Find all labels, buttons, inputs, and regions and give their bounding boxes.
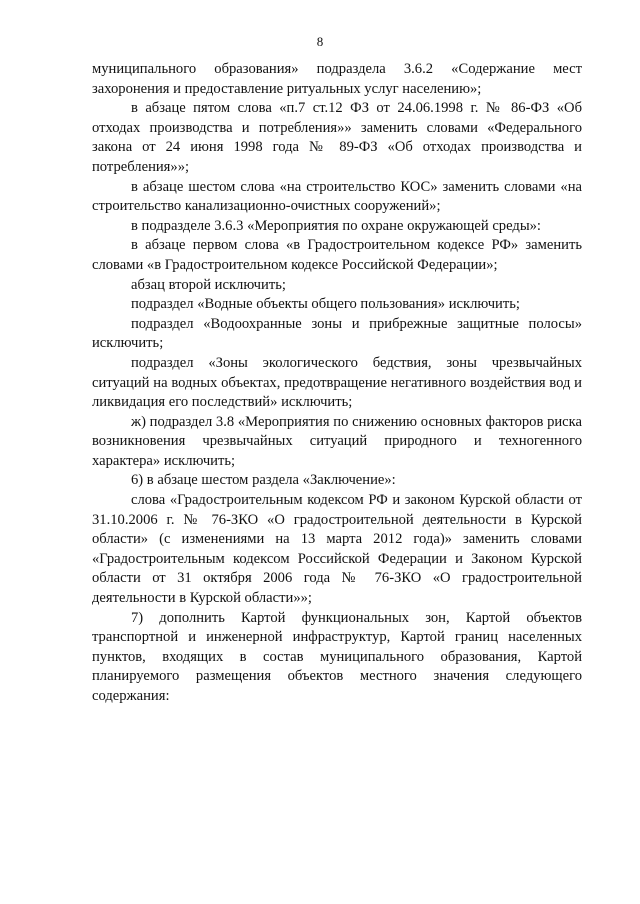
paragraph: 6) в абзаце шестом раздела «Заключение»: bbox=[131, 472, 396, 489]
paragraph: в подразделе 3.6.3 «Мероприятия по охране окружающей среды»: bbox=[131, 217, 541, 234]
paragraph: подраздел «Водные объекты общего пользования» исключить; bbox=[131, 296, 520, 313]
paragraph: ж) подраздел 3.8 «Мероприятия по снижению основных факторов риска возникновения чрезвычайных ситуаций природного и техногенного характера» исключить; bbox=[92, 413, 582, 469]
paragraph: слова «Градостроительным кодексом РФ и законом Курской области от 31.10.2006 г. № 76-ЗКО «О градостроительной деятельности в Курской области» (с изменениями на 13 марта 2012 года)» заменить словами «Градостроительным кодексом Российской Федерации и Законом Курской области от 31 октября 2006 года № 76-ЗКО «О градостроительной деятельности в Курской области»»; bbox=[92, 492, 582, 607]
document-body bbox=[92, 60, 582, 707]
paragraph: подраздел «Водоохранные зоны и прибрежные защитные полосы» исключить; bbox=[92, 315, 582, 352]
paragraph: в абзаце пятом слова «п.7 ст.12 ФЗ от 24.06.1998 г. № 86-ФЗ «Об отходах производства и потребления»» заменить словами «Федерального закона от 24 июня 1998 года № 89-ФЗ «Об отходах производства и потребления»»; bbox=[92, 100, 582, 175]
paragraph: в абзаце первом слова «в Градостроительном кодексе РФ» заменить словами «в Градостроительном кодексе Российской Федерации»; bbox=[92, 237, 582, 273]
paragraph: муниципального образования» подраздела 3.6.2 «Содержание мест захоронения и предоставление ритуальных услуг населению»; bbox=[92, 61, 582, 97]
paragraph: подраздел «Зоны экологического бедствия, зоны чрезвычайных ситуаций на водных объектах, предотвращение негативного воздействия вод и ликвидация его последствий» исключить; bbox=[92, 354, 582, 411]
page-number: 8 bbox=[316, 34, 324, 49]
paragraph: в абзаце шестом слова «на строительство КОС» заменить словами «на строительство канализационно-очистных сооружений»; bbox=[92, 178, 582, 215]
paragraph: 7) дополнить Картой функциональных зон, Картой объектов транспортной и инженерной инфраструктур, Картой границ населенных пунктов, входящих в состав муниципального образования, Картой планируемого размещения объектов местного значения следующего содержания: bbox=[92, 609, 582, 704]
paragraph: абзац второй исключить; bbox=[131, 276, 286, 293]
